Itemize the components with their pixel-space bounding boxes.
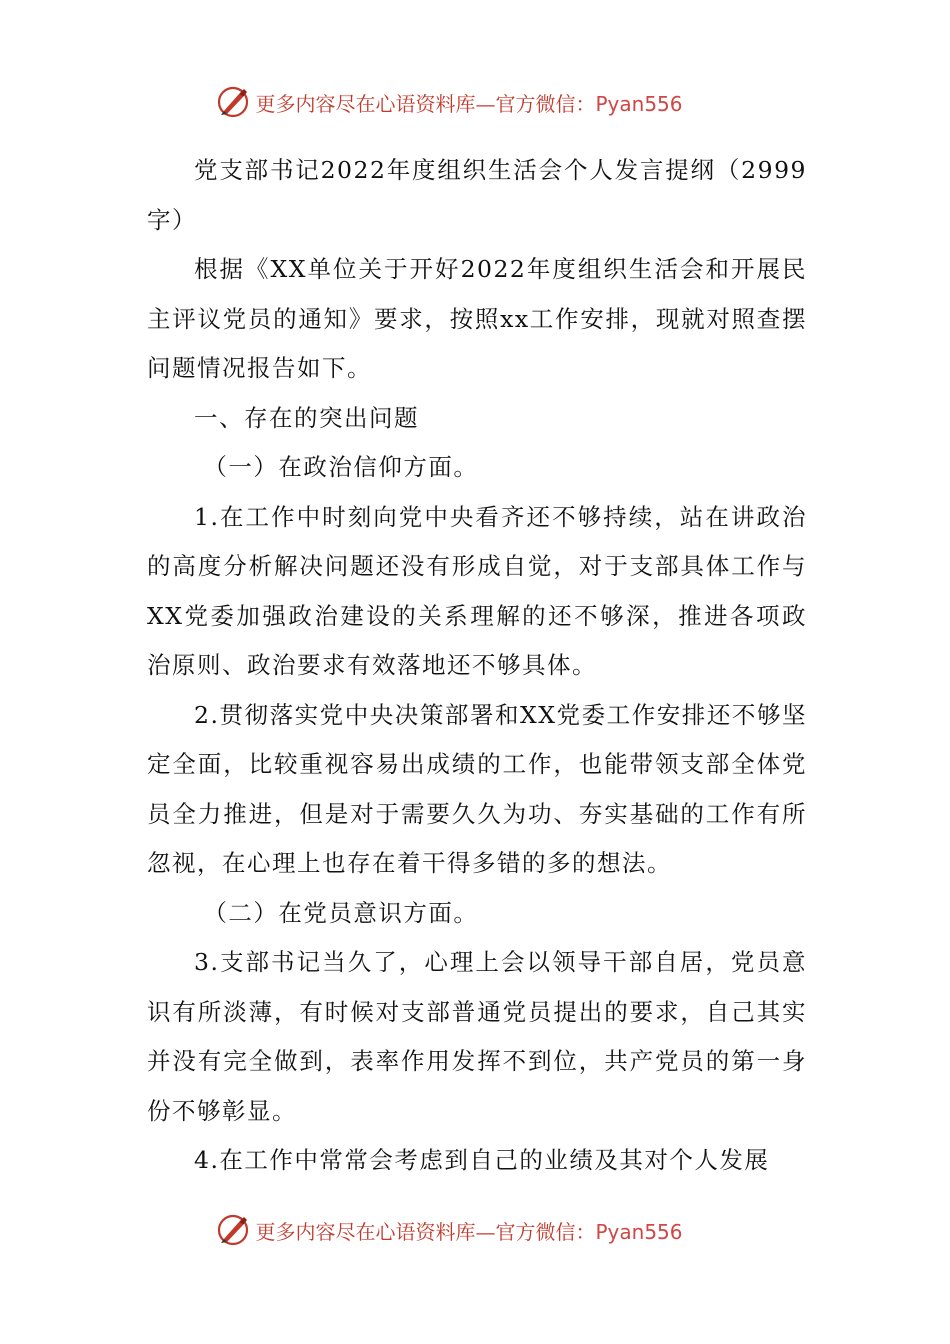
document-title: 党支部书记2022年度组织生活会个人发言提纲（2999字） bbox=[147, 156, 807, 234]
watermark-footer bbox=[0, 1210, 950, 1250]
watermark-text: 更多内容尽在心语资料库—官方微信：Pyan556 bbox=[255, 1219, 683, 1244]
paragraph: 3.支部书记当久了，心理上会以领导干部自居，党员意识有所淡薄，有时候对支部普通党员提出的要求，自己其实并没有完全做到，表率作用发挥不到位，共产党员的第一身份不够彰显。 bbox=[147, 948, 807, 1125]
pen-circle-logo-icon bbox=[215, 1212, 251, 1248]
watermark-text: 更多内容尽在心语资料库—官方微信：Pyan556 bbox=[255, 91, 683, 116]
paragraph: 2.贯彻落实党中央决策部署和XX党委工作安排还不够坚定全面，比较重视容易出成绩的工作，也能带领支部全体党员全力推进，但是对于需要久久为功、夯实基础的工作有所忽视，在心理上也存在着干得多错的多的想法。 bbox=[147, 700, 807, 877]
watermark-header bbox=[0, 82, 950, 122]
subsection-heading: （二）在党员意识方面。 bbox=[203, 898, 479, 927]
pen-circle-logo-icon bbox=[215, 84, 251, 120]
watermark-wechat-id: Pyan556 bbox=[595, 91, 683, 116]
paragraph: 1.在工作中时刻向党中央看齐还不够持续，站在讲政治的高度分析解决问题还没有形成自觉，对于支部具体工作与XX党委加强政治建设的关系理解的还不够深，推进各项政治原则、政治要求有效落地还不够具体。 bbox=[147, 502, 807, 679]
section-heading: 一、存在的突出问题 bbox=[194, 403, 419, 432]
document-body bbox=[147, 146, 807, 1186]
watermark-wechat-id: Pyan556 bbox=[595, 1219, 683, 1244]
paragraph: 根据《XX单位关于开好2022年度组织生活会和开展民主评议党员的通知》要求，按照xx工作安排，现就对照查摆问题情况报告如下。 bbox=[147, 255, 807, 382]
subsection-heading: （一）在政治信仰方面。 bbox=[203, 453, 479, 481]
paragraph: 4.在工作中常常会考虑到自己的业绩及其对个人发展 bbox=[194, 1146, 770, 1174]
